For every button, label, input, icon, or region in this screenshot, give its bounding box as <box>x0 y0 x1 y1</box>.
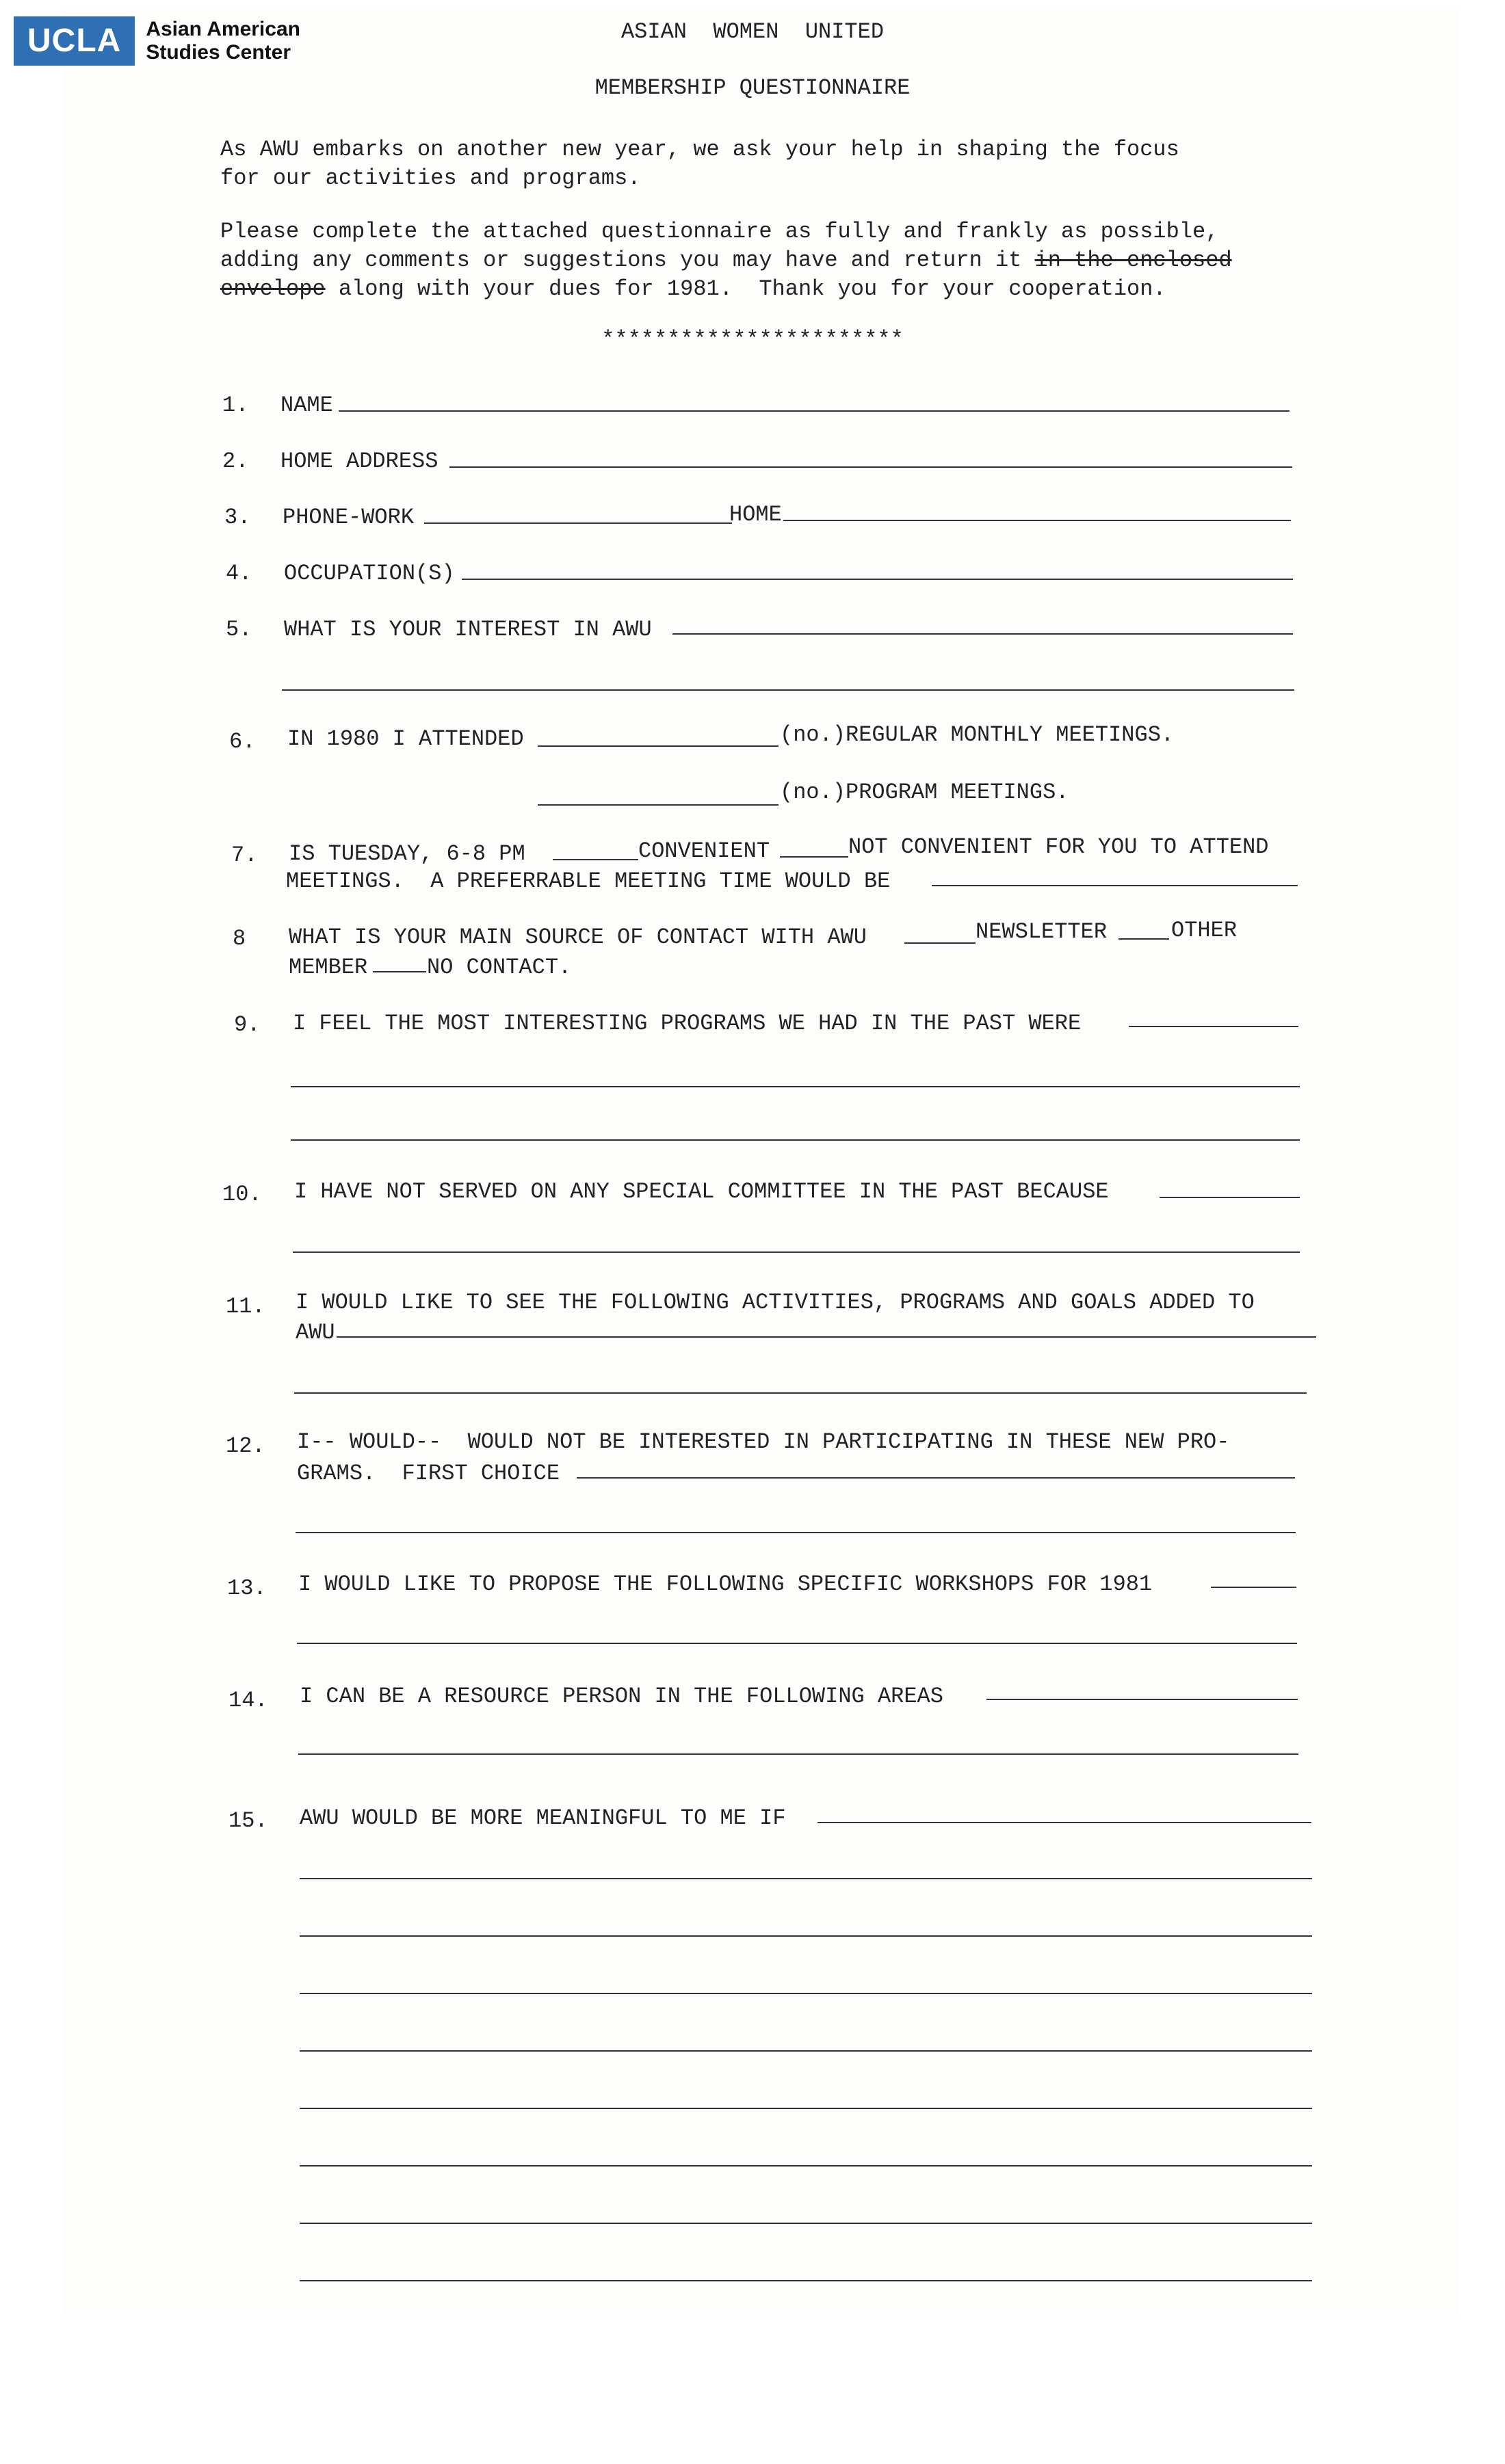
q13-label: I WOULD LIKE TO PROPOSE THE FOLLOWING SPECIFIC WORKSHOPS FOR 1981 <box>298 1572 1153 1597</box>
q12-label-line2: GRAMS. FIRST CHOICE <box>297 1461 560 1486</box>
org-name: ASIAN WOMEN UNITED <box>620 19 885 44</box>
q9-label: I FEEL THE MOST INTERESTING PROGRAMS WE HAD IN THE PAST WERE <box>293 1011 1082 1036</box>
q15-line-3[interactable] <box>300 1935 1312 1937</box>
q5-interest-field[interactable] <box>672 633 1293 635</box>
q11-label-line2: AWU <box>296 1320 335 1345</box>
q9-programs-field[interactable] <box>1129 1026 1298 1027</box>
q4-occupation-field[interactable] <box>462 579 1293 580</box>
q15-line-6[interactable] <box>300 2108 1312 2109</box>
q1-number: 1. <box>222 393 249 418</box>
q7-convenient-blank[interactable] <box>553 859 638 860</box>
q8-no-contact-label: NO CONTACT. <box>427 955 572 980</box>
q13-workshops-field[interactable] <box>1211 1587 1296 1588</box>
q9-programs-line-3[interactable] <box>291 1139 1300 1141</box>
q10-reason-line-2[interactable] <box>293 1251 1300 1253</box>
q6-number: 6. <box>229 729 256 754</box>
q2-address-field[interactable] <box>449 466 1292 468</box>
q8-member-label: MEMBER <box>289 955 368 980</box>
q5-number: 5. <box>226 617 252 642</box>
q15-line-9[interactable] <box>300 2280 1312 2281</box>
q8-number: 8 <box>233 926 246 951</box>
q15-line-8[interactable] <box>300 2223 1312 2224</box>
intro-p2-line1: Please complete the attached questionnaire as fully and frankly as possible, <box>220 219 1219 244</box>
q11-activities-line-2[interactable] <box>294 1392 1307 1394</box>
q13-number: 13. <box>227 1576 267 1601</box>
q3-work-phone-field[interactable] <box>424 522 732 524</box>
q3-home-phone-field[interactable] <box>783 520 1291 521</box>
q6-program-count-field[interactable] <box>538 804 778 806</box>
q15-line-4[interactable] <box>300 1993 1312 1994</box>
struck-text: in the enclosed <box>1034 248 1232 273</box>
q6-program-label: (no.)PROGRAM MEETINGS. <box>780 780 1069 805</box>
q8-newsletter-label: NEWSLETTER <box>976 919 1108 944</box>
intro-p2-line2: adding any comments or suggestions you may have and return it in the enclosed <box>220 248 1232 273</box>
q15-field[interactable] <box>817 1822 1311 1823</box>
q6-monthly-label: (no.)REGULAR MONTHLY MEETINGS. <box>780 722 1175 747</box>
q9-programs-line-2[interactable] <box>291 1086 1300 1087</box>
q7-label: IS TUESDAY, 6-8 PM <box>289 841 525 866</box>
q15-line-5[interactable] <box>300 2050 1312 2052</box>
q15-line-7[interactable] <box>300 2165 1312 2167</box>
struck-text-2: envelope <box>220 276 326 302</box>
q15-line-2[interactable] <box>300 1878 1312 1879</box>
q12-first-choice-field[interactable] <box>577 1477 1295 1479</box>
separator-stars: *********************** <box>601 327 904 352</box>
q4-number: 4. <box>226 561 252 586</box>
q14-number: 14. <box>228 1688 268 1713</box>
q14-areas-line-2[interactable] <box>298 1753 1298 1755</box>
q7-not-convenient-blank[interactable] <box>780 856 848 858</box>
q11-label: I WOULD LIKE TO SEE THE FOLLOWING ACTIVITIES, PROGRAMS AND GOALS ADDED TO <box>296 1290 1255 1315</box>
form-title: MEMBERSHIP QUESTIONNAIRE <box>594 75 911 101</box>
intro-p2-line3: envelope along with your dues for 1981. Thank you for your cooperation. <box>220 276 1166 302</box>
q7-line2-label: MEETINGS. A PREFERRABLE MEETING TIME WOULD BE <box>286 869 891 894</box>
q10-label: I HAVE NOT SERVED ON ANY SPECIAL COMMITTEE IN THE PAST BECAUSE <box>294 1179 1109 1204</box>
q7-number: 7. <box>231 843 258 868</box>
q8-newsletter-blank[interactable] <box>904 942 976 944</box>
q15-number: 15. <box>228 1808 268 1833</box>
q8-other-blank[interactable] <box>1118 938 1169 940</box>
logo-abbrev: UCLA <box>14 16 135 66</box>
q14-label: I CAN BE A RESOURCE PERSON IN THE FOLLOWING AREAS <box>300 1684 943 1709</box>
q4-label: OCCUPATION(S) <box>284 561 455 586</box>
q7-convenient-label: CONVENIENT <box>638 838 770 864</box>
logo-line1: Asian American <box>146 17 300 40</box>
q11-number: 11. <box>226 1294 265 1319</box>
q7-preferred-time-field[interactable] <box>932 885 1298 886</box>
q6-label: IN 1980 I ATTENDED <box>287 726 524 752</box>
q10-number: 10. <box>222 1182 262 1207</box>
q13-workshops-line-2[interactable] <box>297 1643 1297 1644</box>
intro-p1-line1: As AWU embarks on another new year, we ask your help in shaping the focus <box>220 137 1179 162</box>
q3-home-label: HOME <box>729 502 782 527</box>
intro-p1-line2: for our activities and programs. <box>220 165 641 191</box>
q2-label: HOME ADDRESS <box>280 449 439 474</box>
q15-label: AWU WOULD BE MORE MEANINGFUL TO ME IF <box>300 1805 786 1831</box>
paper-sheet <box>62 7 1457 2318</box>
q2-number: 2. <box>222 449 249 474</box>
q11-activities-field[interactable] <box>337 1336 1316 1338</box>
logo-line2: Studies Center <box>146 41 291 64</box>
q6-monthly-count-field[interactable] <box>538 745 778 747</box>
q5-interest-line-2[interactable] <box>282 689 1294 691</box>
q3-number: 3. <box>224 505 251 530</box>
q8-label: WHAT IS YOUR MAIN SOURCE OF CONTACT WITH AWU <box>289 925 867 950</box>
q12-number: 12. <box>226 1433 265 1459</box>
q1-name-field[interactable] <box>339 410 1290 412</box>
q8-member-blank[interactable] <box>373 971 426 972</box>
q7-not-convenient-label: NOT CONVENIENT FOR YOU TO ATTEND <box>848 834 1269 860</box>
q12-label: I-- WOULD-- WOULD NOT BE INTERESTED IN PARTICIPATING IN THESE NEW PRO- <box>297 1429 1230 1455</box>
q12-choice-line-2[interactable] <box>296 1532 1296 1533</box>
q3-label: PHONE-WORK <box>283 505 415 530</box>
q9-number: 9. <box>234 1012 261 1037</box>
q1-label: NAME <box>280 393 333 418</box>
q10-reason-field[interactable] <box>1160 1197 1300 1198</box>
q5-label: WHAT IS YOUR INTEREST IN AWU <box>284 617 652 642</box>
q14-areas-field[interactable] <box>986 1699 1298 1700</box>
q8-other-label: OTHER <box>1171 918 1238 943</box>
